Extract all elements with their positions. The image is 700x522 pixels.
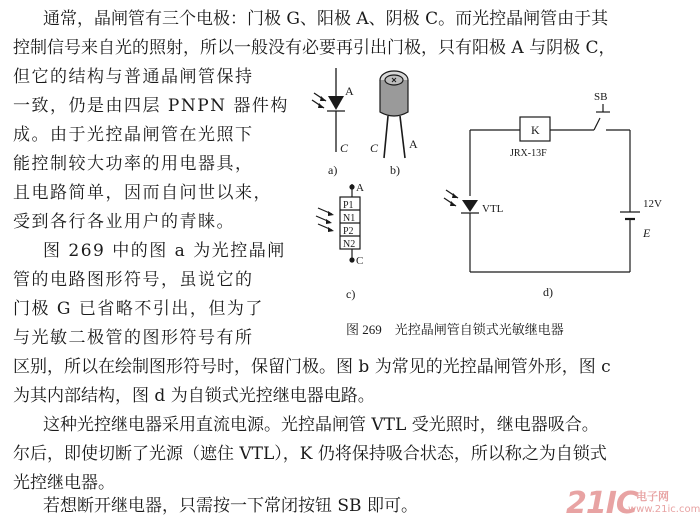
paragraph-2-line-6: 为其内部结构，图 d 为自锁式光控继电器电路。 — [13, 386, 375, 406]
figure-c-layer-2: N1 — [343, 213, 356, 224]
figure-a-label: a) — [328, 163, 338, 177]
paragraph-3-line-2: 尔后，即使切断了光源（遮住 VTL），K 仍将保持吸合状态，所以称之为自锁式 — [13, 444, 607, 464]
paragraph-2-line-4: 与光敏二极管的图形符号有所 — [13, 328, 254, 348]
paragraph-1-line-7: 且电路简单，因而自问世以来， — [13, 183, 272, 203]
paragraph-2-line-3: 门极 G 已省略不引出，但为了 — [13, 299, 264, 319]
figure-d-label: d) — [543, 285, 553, 299]
figure-c-layer-3: P2 — [343, 226, 354, 237]
site-watermark — [566, 486, 700, 522]
paragraph-3-line-1: 这种光控继电器采用直流电源。光控晶闸管 VTL 受光照时，继电器吸合。 — [43, 415, 599, 435]
paragraph-1-line-6: 能控制较大功率的用电器具， — [13, 154, 254, 174]
figure-b-label: b) — [390, 163, 400, 177]
figure-d-emf-label: E — [643, 226, 651, 240]
paragraph-1-line-1: 通常，晶闸管有三个电极：门极 G、阳极 A、阴极 C。而光控晶闸管由于其 — [43, 9, 609, 29]
figure-b-anode-label: A — [409, 137, 418, 151]
figure-caption: 图 269 光控晶闸管自锁式光敏继电器 — [346, 322, 564, 337]
paragraph-1-line-3: 但它的结构与普通晶闸管保持 — [13, 67, 254, 87]
paragraph-2-line-5: 区别，所以在绘制图形符号时，保留门极。图 b 为常见的光控晶闸管外形，图 c — [13, 357, 611, 377]
figure-d-voltage-label: 12V — [643, 198, 662, 210]
paragraph-2-line-2: 管的电路图形符号，虽说它的 — [13, 270, 254, 290]
figure-c-layer-1: P1 — [343, 200, 354, 211]
figure-c-label: c) — [346, 287, 356, 301]
figure-a-anode-label: A — [345, 84, 354, 98]
paragraph-2-line-1: 图 269 中的图 a 为光控晶闸 — [43, 241, 286, 261]
watermark-url: www.21ic.com — [628, 504, 700, 515]
figure-c-cathode-label: C — [356, 255, 364, 267]
figure-d-relay-model: JRX-13F — [510, 148, 547, 159]
figure-d-switch-label: SB — [594, 91, 608, 103]
figure-b-cathode-label: C — [370, 141, 379, 155]
figure-d-thyristor-label: VTL — [482, 203, 504, 215]
paragraph-1-line-8: 受到各行各业用户的青睐。 — [13, 212, 235, 232]
watermark-subtitle: 电子网 — [636, 490, 669, 503]
paragraph-1-line-2: 控制信号来自光的照射，所以一般没有必要再引出门极，只有阳极 A 与阴极 C， — [13, 38, 616, 58]
paragraph-1-line-4: 一致，仍是由四层 PNPN 器件构 — [13, 96, 289, 116]
figure-d-relay-label: K — [531, 123, 540, 137]
paragraph-1-line-5: 成。由于光控晶闸管在光照下 — [13, 125, 254, 145]
figure-d-circuit — [444, 104, 640, 272]
figure-a-symbol — [312, 68, 345, 152]
paragraph-3-line-3: 光控继电器。 — [13, 473, 115, 493]
watermark-logo: 21IC — [566, 486, 637, 521]
figure-a-cathode-label: C — [340, 141, 349, 155]
paragraph-4-line-1: 若想断开继电器，只需按一下常闭按钮 SB 即可。 — [43, 496, 418, 516]
figure-c-layer-4: N2 — [343, 239, 356, 250]
figure-b-package — [380, 71, 408, 158]
figure-c-anode-label: A — [356, 182, 364, 194]
